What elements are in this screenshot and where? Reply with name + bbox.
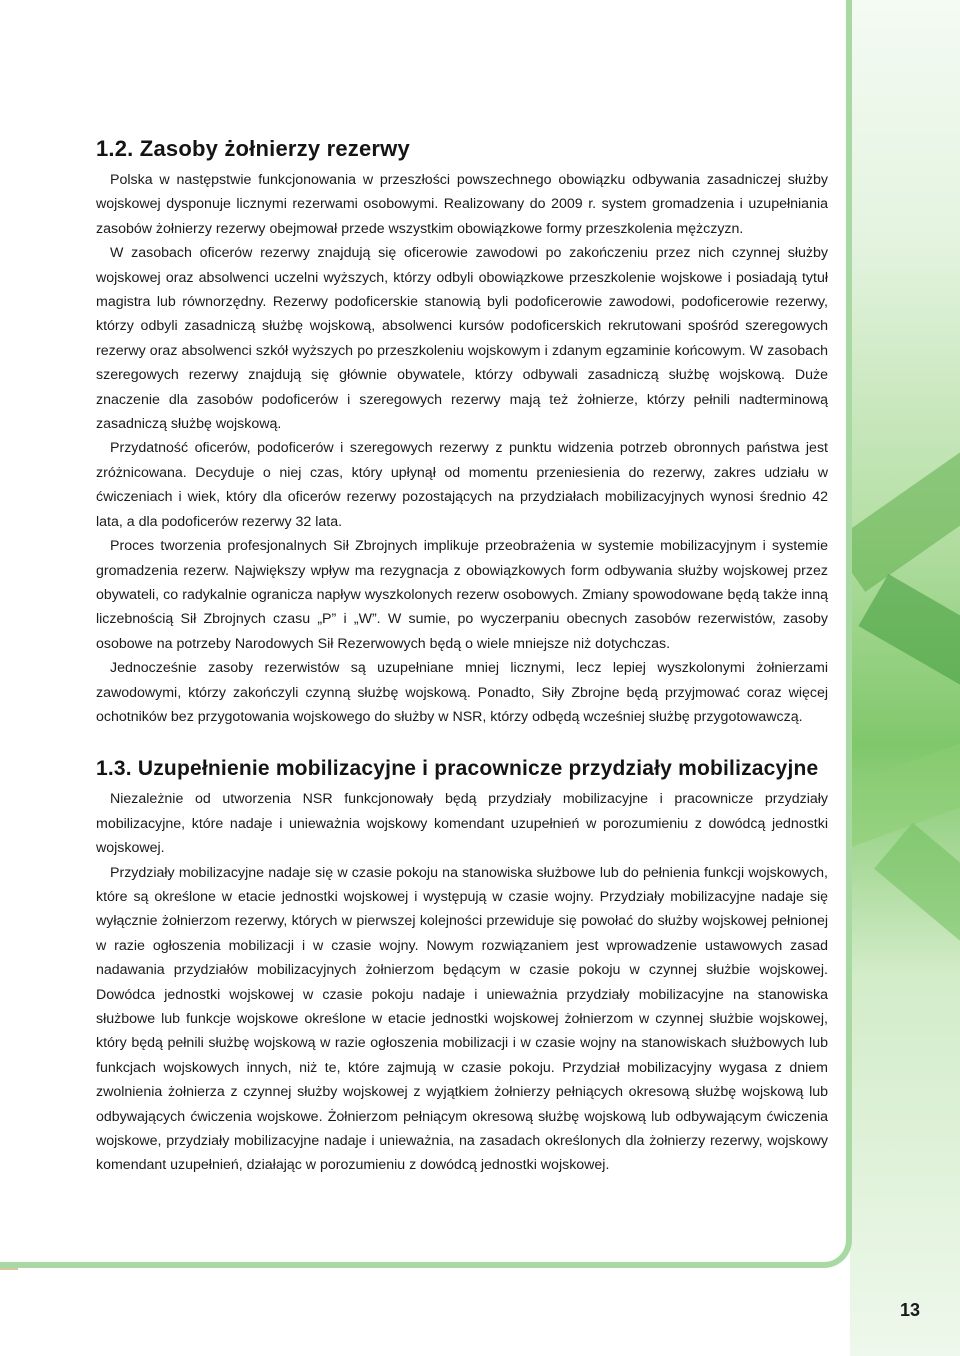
paragraph: Polska w następstwie funkcjonowania w przeszłości powszechnego obowiązku odbywania zasadniczej służby wojskowej dysponuje licznymi rezerwami osobowymi. Realizowany do 2009 r. system gromadzenia i uzupełniania zasobów żołnierzy rezerwy obejmował przede wszystkim obowiązkowe formy przeszkolenia mężczyzn. bbox=[96, 172, 828, 237]
page-number: 13 bbox=[899, 1300, 920, 1320]
paragraph: Jednocześnie zasoby rezerwistów są uzupełniane mniej licznymi, lecz lepiej wyszkolonymi żołnierzami zawodowymi, którzy zakończyli czynną służbę wojskową. Ponadto, Siły Zbrojne będą przyjmować coraz więcej ochotników bez przygotowania wojskowego do służby w NSR, którzy odbędą wcześniej służbę przygotowawczą. bbox=[96, 660, 828, 725]
section-heading-1-3: 1.3. Uzupełnienie mobilizacyjne i pracownicze przydziały mobilizacyjne bbox=[96, 757, 819, 781]
paragraph: Niezależnie od utworzenia NSR funkcjonowały będą przydziały mobilizacyjne i pracownicze przydziały mobilizacyjne, które nadaje i unieważnia wojskowy komendant uzupełnień w porozumieniu z dowódcą jednostki wojskowej. bbox=[96, 791, 828, 857]
paragraph: W zasobach oficerów rezerwy znajdują się oficerowie zawodowi po zakończeniu przez nich czynnej służby wojskowej oraz absolwenci uczelni wyższych, którzy odbyli obowiązkowe przeszkolenie wojskowe i posiadają tytuł magistra lub równorzędny. Rezerwy podoficerskie stanowią byli podoficerowie zawodowi, podoficerowie rezerwy, którzy odbyli zasadniczą służbę wojskową, absolwenci kursów podoficerskich rekrutowani spośród szeregowych rezerwy oraz absolwenci szkół wyższych po przeszkoleniu wojskowym i zdanym egzaminie końcowym. W zasobach szeregowych rezerwy znajdują się głównie obywatele, którzy odbywali zasadniczą służbę wojskową. Duże znaczenie dla zasobów podoficerów i szeregowych rezerwy mają też żołnierze, którzy pełnili nadterminową zasadniczą służbę wojskową. bbox=[96, 245, 828, 433]
paragraph: Przydziały mobilizacyjne nadaje się w czasie pokoju na stanowiska służbowe lub do pełnienia funkcji wojskowych, które są określone w etacie jednostki wojskowej i występują w czasie wojny. Przydziały mobilizacyjne nadaje się wyłącznie żołnierzom rezerwy, których w pierwszej kolejności przewiduje się powołać do służby wojskowej pełnionej w razie ogłoszenia mobilizacji i w czasie wojny. Nowym rozwiązaniem jest wprowadzenie ustawowych zasad nadawania przydziałów mobilizacyjnych żołnierzom będącym w czasie pokoju w czynnej służbie wojskowej. Dowódca jednostki wojskowej w czasie pokoju nadaje i unieważnia przydziały mobilizacyjne na stanowiska służbowe lub funkcje wojskowe określone w etacie jednostki wojskowej żołnierzom w czynnej służbie wojskowej, który będą pełnili służbę wojskową w razie ogłoszenia mobilizacji i w czasie wojny na stanowiskach służbowych lub funkcjach wojskowych innych, niż te, które zajmują w czasie pokoju. Przydział mobilizacyjny wygasa z dniem zwolnienia żołnierza z czynnej służby wojskowej z wyjątkiem żołnierzy pełniących okresową służbę wojskową lub odbywających ćwiczenia wojskowe. Żołnierzom pełniącym okresową służbę wojskową lub odbywającym ćwiczenia wojskowe, przydziały mobilizacyjne nadaje i unieważnia, na zasadach określonych dla żołnierzy rezerwy, wojskowy komendant uzupełnień, działając w porozumieniu z dowódcą jednostki wojskowej. bbox=[96, 864, 828, 1174]
section-heading-1-2: 1.2. Zasoby żołnierzy rezerwy bbox=[96, 136, 410, 161]
document-body bbox=[96, 136, 828, 1178]
decorative-green-image bbox=[850, 0, 960, 1356]
paragraph: Przydatność oficerów, podoficerów i szeregowych rezerwy z punktu widzenia potrzeb obronnych państwa jest zróżnicowana. Decyduje o niej czas, który upłynął od momentu przeniesienia do rezerwy, zakres udziału w ćwiczeniach i wiek, który dla oficerów rezerwy pozostających na przydziałach mobilizacyjnych wynosi średnio 42 lata, a dla podoficerów rezerwy 32 lata. bbox=[96, 440, 828, 530]
paragraph: Proces tworzenia profesjonalnych Sił Zbrojnych implikuje przeobrażenia w systemie mobilizacyjnym i systemie gromadzenia rezerw. Największy wpływ ma rezygnacja z obowiązkowych form odbywania służby wojskowej przez obywateli, co radykalnie ogranicza napływ wyszkolonych rezerw osobowych. Zmiany spowodowane będą także inną liczebnością Sił Zbrojnych czasu „P” i „W”. W sumie, po wyczerpaniu obecnych zasobów rezerwistów, zasoby osobowe na potrzeby Narodowych Sił Rezerwowych będą o wiele mniejsze niż dotychczas. bbox=[96, 538, 828, 652]
